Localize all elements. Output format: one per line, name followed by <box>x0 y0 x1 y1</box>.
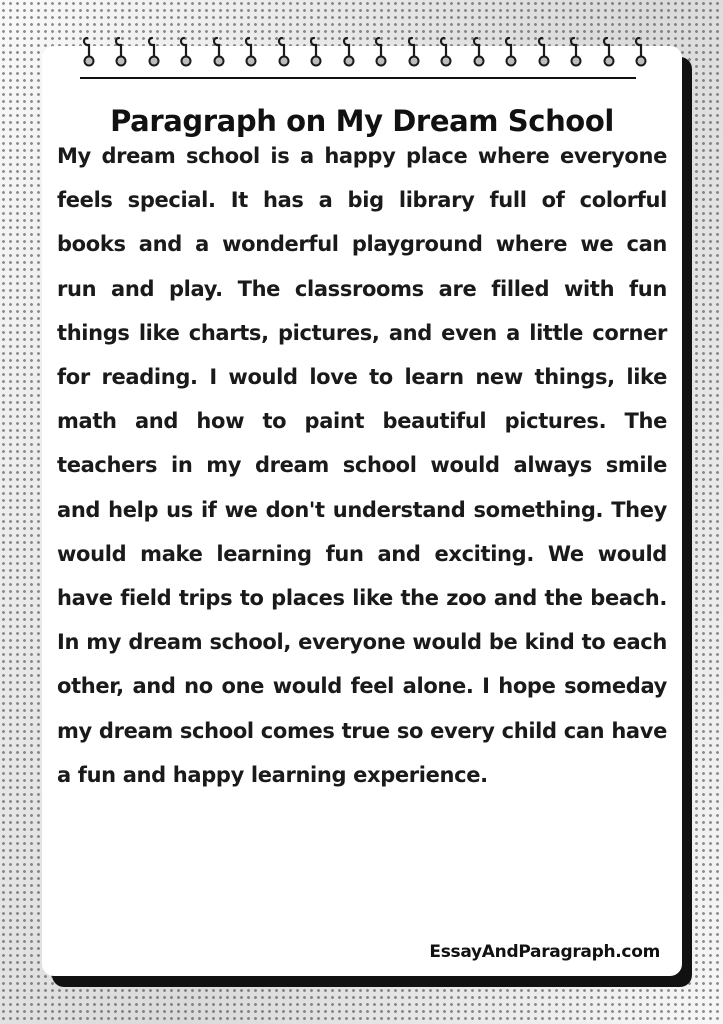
spiral-ring-icon <box>307 35 325 69</box>
paragraph-text: My dream school is a happy place where everyone feels special. It has a big library full of colorful books and a wonderful playground where we can run and play. The classrooms are filled with fun things like charts, pictures, and even a little corner for reading. I would love to learn new things, like math and how to paint beautiful pictures. The teachers in my dream school would always smile and help us if we don't understand something. They would make learning fun and exciting. We would have field trips to places like the zoo and the beach. In my dream school, everyone would be kind to each other, and no one would feel alone. I hope someday my dream school comes true so every child can have a fun and happy learning experience. <box>57 144 667 787</box>
spiral-ring-icon <box>210 35 228 69</box>
top-divider <box>80 77 636 79</box>
spiral-ring-icon <box>275 35 293 69</box>
spiral-ring-icon <box>145 35 163 69</box>
spiral-binding <box>80 35 650 69</box>
spiral-ring-icon <box>340 35 358 69</box>
site-watermark: EssayAndParagraph.com <box>429 942 660 962</box>
spiral-ring-icon <box>405 35 423 69</box>
spiral-ring-icon <box>80 35 98 69</box>
spiral-ring-icon <box>567 35 585 69</box>
spiral-ring-icon <box>632 35 650 69</box>
spiral-ring-icon <box>177 35 195 69</box>
spiral-ring-icon <box>112 35 130 69</box>
spiral-ring-icon <box>535 35 553 69</box>
spiral-ring-icon <box>502 35 520 69</box>
spiral-ring-icon <box>372 35 390 69</box>
spiral-ring-icon <box>600 35 618 69</box>
spiral-ring-icon <box>470 35 488 69</box>
spiral-ring-icon <box>437 35 455 69</box>
notebook-page <box>42 46 682 976</box>
page-title: Paragraph on My Dream School <box>110 104 614 139</box>
spiral-ring-icon <box>242 35 260 69</box>
